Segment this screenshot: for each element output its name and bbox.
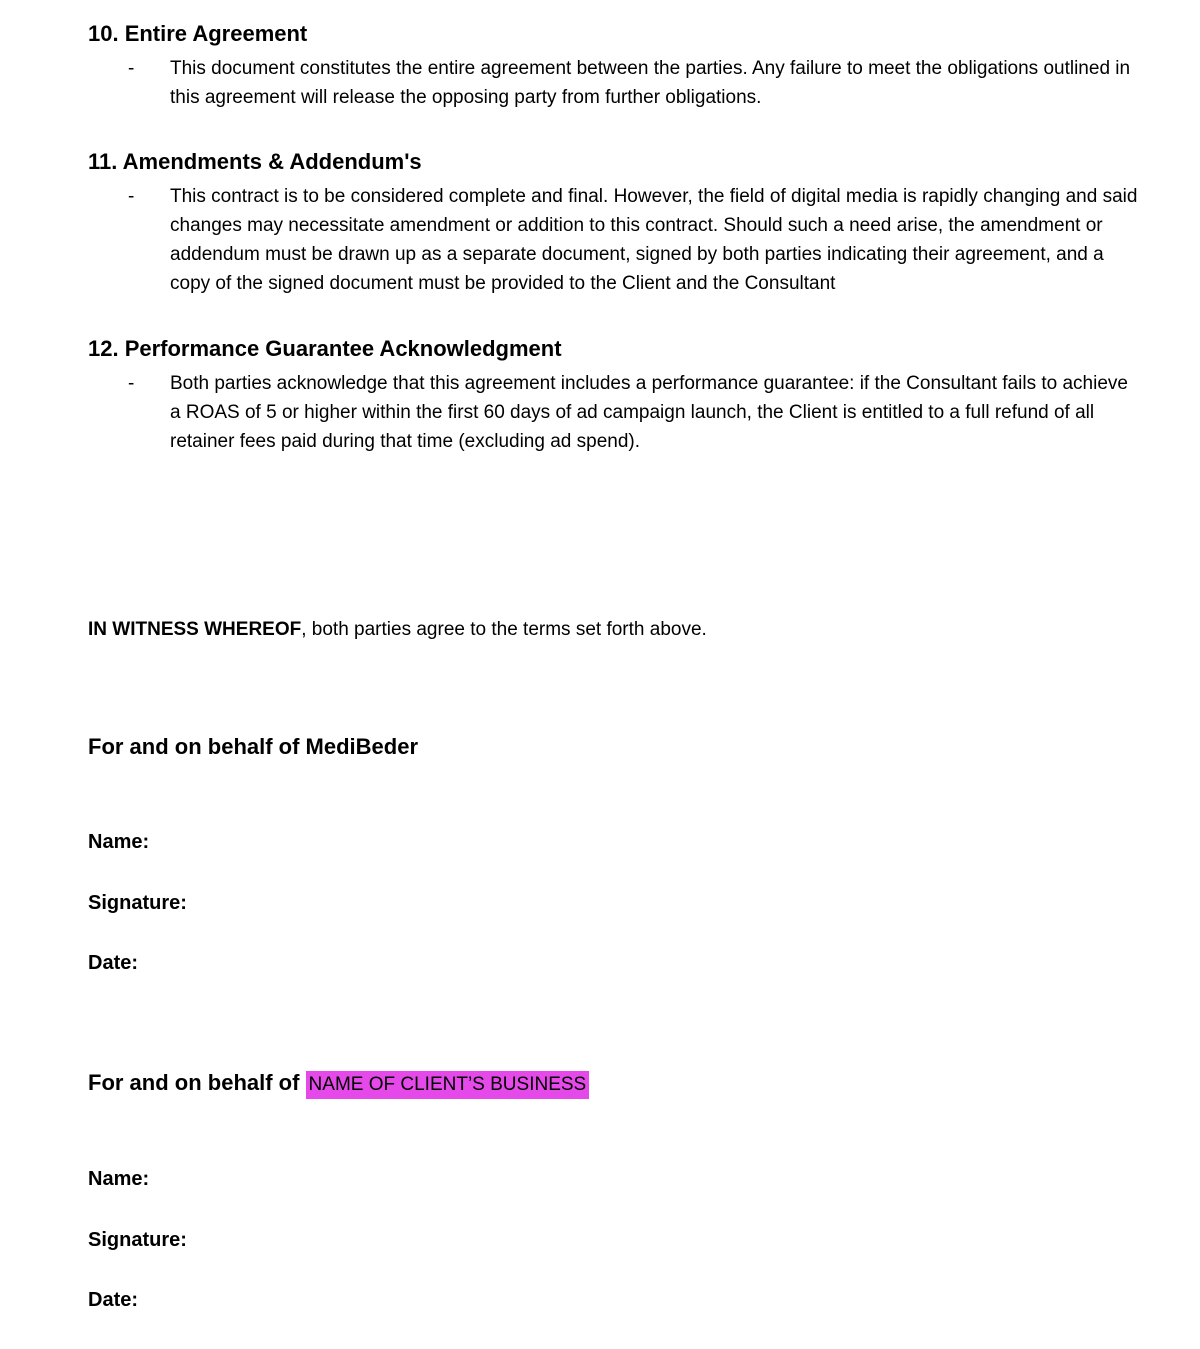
date-label: Date: bbox=[88, 952, 139, 974]
section-heading: 10. Entire Agreement bbox=[88, 21, 308, 46]
signature-label: Signature: bbox=[88, 892, 187, 914]
bullet-dash: - bbox=[128, 373, 135, 394]
witness-clause bbox=[88, 615, 1142, 644]
section-amendments bbox=[88, 148, 1142, 298]
section-heading: 12. Performance Guarantee Acknowledgment bbox=[88, 336, 562, 361]
signature-label: Signature: bbox=[88, 1229, 187, 1251]
signature-block-heading: For and on behalf of MediBeder bbox=[88, 734, 419, 759]
bullet-dash: - bbox=[128, 58, 135, 79]
signature-block-consultant bbox=[88, 733, 1142, 976]
date-label: Date: bbox=[88, 1289, 139, 1311]
section-heading: 11. Amendments & Addendum's bbox=[88, 149, 422, 174]
name-label: Name: bbox=[88, 1168, 150, 1190]
bullet-text: This contract is to be considered complete and final. However, the field of digital media is rapidly changing and said changes may necessitate amendment or addition to this contract. Should such a need arise, the amendment or addendum must be drawn up as a separate document, signed by both parties indicating their agreement, and a copy of the signed document must be provided to the Client and the Consultant bbox=[170, 186, 1138, 294]
name-label: Name: bbox=[88, 831, 150, 853]
signature-block-heading bbox=[88, 1068, 1142, 1099]
bullet-item bbox=[88, 369, 1142, 456]
section-entire-agreement bbox=[88, 20, 1142, 112]
client-business-name-placeholder: NAME OF CLIENT’S BUSINESS bbox=[306, 1071, 590, 1099]
bullet-dash: - bbox=[128, 186, 135, 207]
bullet-item bbox=[88, 182, 1142, 298]
bullet-text: This document constitutes the entire agreement between the parties. Any failure to meet the obligations outlined in this agreement will release the opposing party from further obligations. bbox=[170, 58, 1131, 108]
signature-block-client bbox=[88, 1068, 1142, 1313]
section-performance-guarantee bbox=[88, 335, 1142, 456]
bullet-text: Both parties acknowledge that this agreement includes a performance guarantee: if the Consultant fails to achieve a ROAS of 5 or higher within the first 60 days of ad campaign launch, the Client is entitled to a full refund of all retainer fees paid during that time (excluding ad spend). bbox=[170, 373, 1128, 452]
signature-heading-prefix: For and on behalf of bbox=[88, 1070, 306, 1095]
witness-clause-bold: IN WITNESS WHEREOF bbox=[88, 619, 302, 640]
bullet-item bbox=[88, 54, 1142, 112]
witness-clause-rest: , both parties agree to the terms set forth above. bbox=[301, 619, 707, 640]
